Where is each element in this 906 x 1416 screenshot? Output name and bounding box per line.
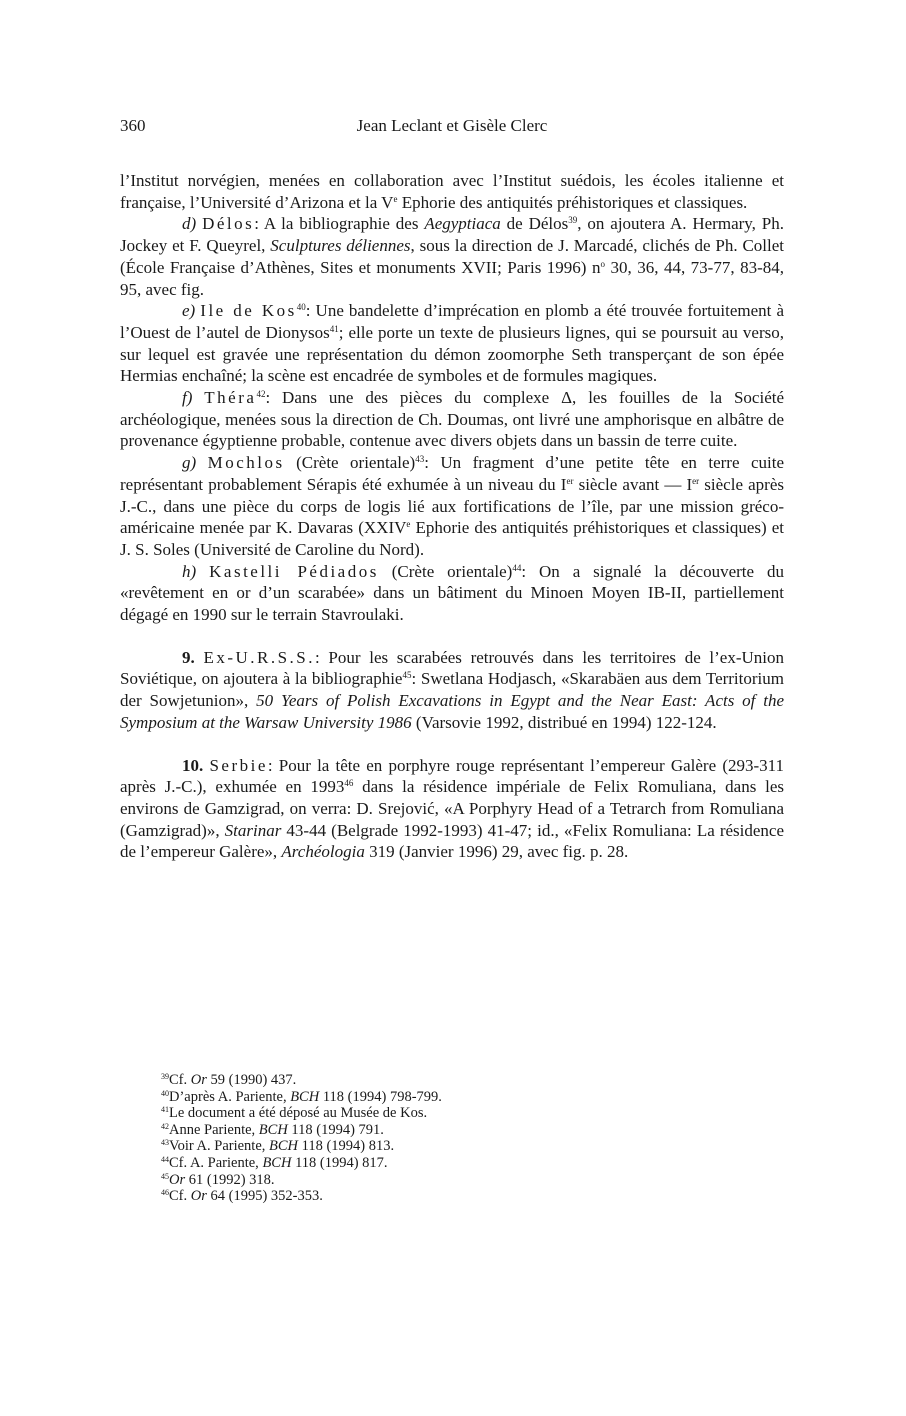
paragraph-delos: d) Délos: A la bibliographie des Aegyptiaca de Délos$^{39}$, on ajoutera A. Hermary, Ph. Jockey et F. Queyrel, Sculptures déliennes, sous la direction de J. Marcadé, clichés de Ph. Collet (École Française d’Athènes, Sites et monuments XVII; Paris 1996) $n^o$ 30, 36, 44, 73-77, 83-84, 95, avec fig. <box>120 214 784 299</box>
body-text <box>120 170 784 863</box>
paragraph-intro: l’Institut norvégien, menées en collaboration avec l’Institut suédois, les écoles italienne et française, l’Université d’Arizona et la Ve Ephorie des antiquités préhistoriques et classiques. <box>120 171 784 212</box>
paragraph-kos: e) Ile de Kos$^{40}$: Une bandelette d’imprécation en plomb a été trouvée fortuitement à l’Ouest de l’autel de Dionysos$^{41}$; elle porte un texte de plusieurs lignes, qui se poursuit au verso, sur lequel est gravée une représentation du démon zoomorphe Seth transperçant de son épée Hermias enchaîné; la scène est encadrée de symboles et de formules magiques. <box>120 301 784 386</box>
footnote: $^{43}$Voir A. Pariente, BCH 118 (1994) 813. <box>161 1138 395 1155</box>
place-name: Délos <box>202 214 255 234</box>
section-number: 10. <box>182 755 204 775</box>
footnote: $^{46}$Cf. Or 64 (1995) 352-353. <box>161 1188 323 1205</box>
section-number: 9. <box>182 647 195 667</box>
footnote-ref: 45 <box>402 670 412 681</box>
place-name: Théra <box>204 388 257 408</box>
place-name: Kastelli Pédiados <box>209 561 379 581</box>
place-name: Mochlos <box>207 453 285 473</box>
section-9: 9. Ex-U.R.S.S.: Pour les scarabées retrouvés dans les territoires de l’ex-Union Soviétique, on ajoutera à la bibliographie$^{45}$: Swetlana Hodjasch, «Skarabäen aus dem Territorium der Sowjetunion», 50 Years of Polish Excavations in Egypt and the Near East: Acts of the Symposium at the Warsaw University 1986 (Varsovie 1992, distribué en 1994) 122-124. <box>120 647 785 732</box>
running-head: Jean Leclant et Gisèle Clerc <box>356 116 548 135</box>
section-10: 10. Serbie: Pour la tête en porphyre rouge représentant l’empereur Galère (293-311 après J.-C.), exhumée en 1993$^{46}$ dans la résidence impériale de Felix Romuliana, dans les environs de Gamzigrad, on verra: D. Srejović, «A Porphyry Head of a Tetrarch from Romuliana (Gamzigrad)», Starinar 43-44 (Belgrade 1992-1993) 41-47; id., «Felix Romuliana: La résidence de l’empereur Galère», Archéologia 319 (Janvier 1996) 29, avec fig. p. 28. <box>120 755 785 862</box>
footnote: $^{42}$Anne Pariente, BCH 118 (1994) 791. <box>161 1121 384 1138</box>
footnote: $^{40}$D’après A. Pariente, BCH 118 (1994) 798-799. <box>161 1088 442 1105</box>
page-number: 360 <box>120 116 146 135</box>
paragraph-mochlos: g) Mochlos (Crète orientale)$^{43}$: Un fragment d’une petite tête en terre cuite représentant probablement Sérapis été exhumée à un niveau du Ier siècle avant — Ier siècle après J.-C., dans une pièce du corps de logis lié aux fortifications de l’île, par une mission gréco-américaine menée par K. Davaras (XXIVe Ephorie des antiquités préhistoriques et classiques) et J. S. Soles (Université de Caroline du Nord). <box>120 453 784 559</box>
footnote-ref: 39 <box>568 215 578 226</box>
paragraph-kastelli: h) Kastelli Pédiados (Crète orientale)$^{44}$: On a signalé la découverte du «revêtement en or d’un scarabée» dans un bâtiment du Minoen Moyen IB-II, partiellement dégagé en 1990 sur le terrain Stavroulaki. <box>120 561 784 625</box>
paragraph-thera: f) Théra$^{42}$: Dans une des pièces du complexe Δ, les fouilles de la Société archéologique, menées sous la direction de Ch. Doumas, ont livré une amphorisque en albâtre de provenance égyptienne probable, contenue avec divers objets dans un bassin de terre cuite. <box>120 388 785 451</box>
footnote: $^{44}$Cf. A. Pariente, BCH 118 (1994) 817. <box>161 1154 388 1171</box>
footnote: $^{45}$Or 61 (1992) 318. <box>161 1171 275 1188</box>
footnote-ref: 42 <box>256 389 266 400</box>
place-name: Ex-U.R.S.S. <box>203 647 316 667</box>
footnote: $^{41}$Le document a été déposé au Musée de Kos. <box>161 1105 428 1122</box>
footnote-ref: 41 <box>329 323 339 334</box>
footnote-ref: 40 <box>296 302 306 313</box>
footnotes <box>161 1072 721 1205</box>
footnote-ref: 46 <box>344 778 354 789</box>
footnote-ref: 43 <box>415 454 425 465</box>
page-header <box>120 116 784 140</box>
place-name: Ile de Kos <box>200 301 297 321</box>
place-name: Serbie <box>209 755 268 775</box>
footnote: $^{39}$Cf. Or 59 (1990) 437. <box>161 1072 297 1088</box>
footnote-ref: 44 <box>512 562 522 573</box>
